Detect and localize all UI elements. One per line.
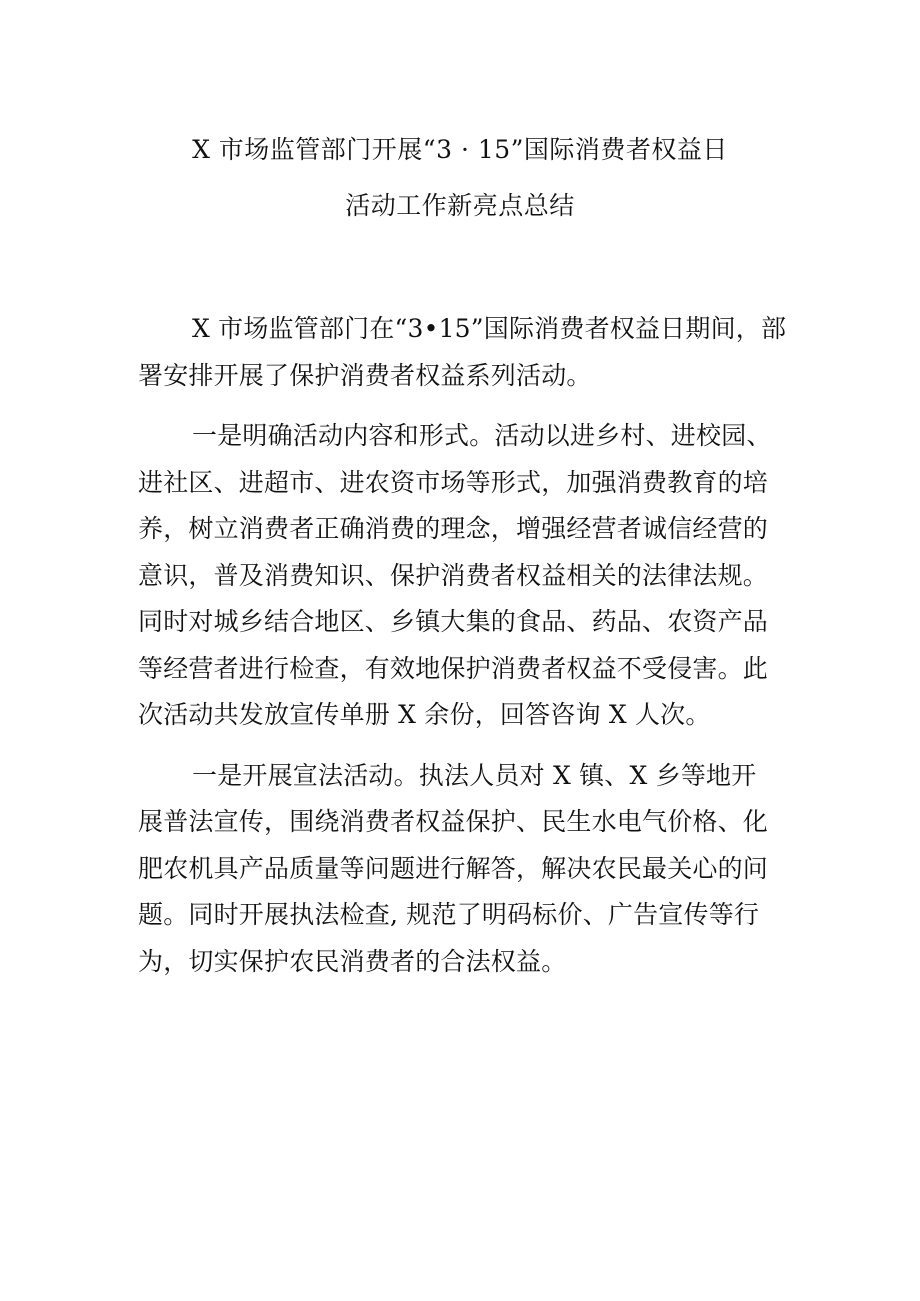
- text-line: 为，切实保护农民消费者的合法权益。: [138, 946, 567, 976]
- text-line: 养，树立消费者正确消费的理念，增强经营者诚信经营的: [138, 514, 769, 543]
- text-line: 等经营者进行检查，有效地保护消费者权益不受侵害。此: [138, 653, 769, 683]
- text-line: 题。同时开展执法检查, 规范了明码标价、广告宣传等行: [138, 900, 760, 929]
- text-line: X 市场监管部门在“3•15”国际消费者权益日期间，部: [192, 314, 787, 343]
- title-line-1: X 市场监管部门开展“3 · 15”国际消费者权益日: [192, 135, 728, 164]
- text-line: 署安排开展了保护消费者权益系列活动。: [138, 360, 592, 390]
- text-line: 次活动共发放宣传单册 X 余份，回答咨询 X 人次。: [138, 700, 711, 729]
- title-line-2: 活动工作新亮点总结: [345, 191, 575, 220]
- text-line: 展普法宣传，围绕消费者权益保护、民生水电气价格、化: [138, 807, 769, 836]
- text-line: 一是明确活动内容和形式。活动以进乡村、进校园、: [192, 421, 772, 450]
- document-title: [138, 122, 782, 234]
- text-line: 同时对城乡结合地区、乡镇大集的食品、药品、农资产品: [138, 607, 769, 636]
- text-line: 肥农机具产品质量等问题进行解答，解决农民最关心的问: [138, 853, 769, 883]
- text-line: 一是开展宣法活动。执法人员对 X 镇、X 乡等地开: [192, 760, 757, 790]
- text-line: 意识，普及消费知识、保护消费者权益相关的法律法规。: [138, 560, 769, 590]
- paragraph-legal-publicity: [138, 753, 786, 986]
- text-line: 进社区、进超市、进农资市场等形式，加强消费教育的培: [138, 467, 769, 497]
- document-body: [138, 306, 786, 985]
- paragraph-activity-content: [138, 413, 786, 739]
- paragraph-intro: [138, 306, 786, 399]
